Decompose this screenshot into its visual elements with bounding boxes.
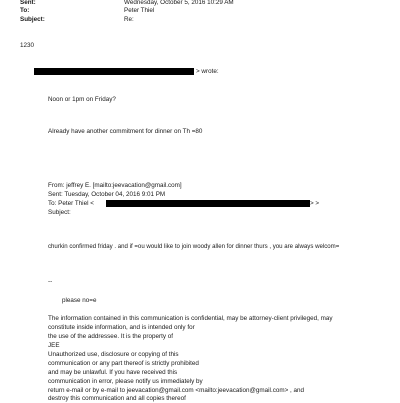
forward-to-suffix: > > — [310, 200, 320, 207]
please-note-line: please no=e — [62, 297, 97, 304]
subject-value: Re: — [124, 16, 134, 23]
to-label: To: — [20, 7, 30, 14]
disclaimer-line: and may be unlawful. If you have received this — [48, 369, 178, 376]
disclaimer-line: return e-mail or by e-mail to jeevacation@gmail.com <mailto:jeevacation@gmail.com> , and — [48, 387, 305, 394]
line-noon: Noon or 1pm on Friday? — [48, 96, 116, 103]
sent-value: Wednesday, October 5, 2016 10:29 AM — [124, 0, 234, 6]
forward-from: From: jeffrey E. [mailto:jeevacation@gmail.com] — [48, 182, 182, 189]
disclaimer-line: communication in error, please notify us immediately by — [48, 378, 203, 385]
disclaimer-line: the use of the addressee. It is the property of — [48, 333, 173, 340]
forward-subject: Subject: — [48, 209, 71, 216]
redaction-bar-sender — [34, 68, 194, 75]
disclaimer-line: communication or any part thereof is strictly prohibited — [48, 360, 199, 367]
churkin-line: churkin confirmed friday . and if =ou would like to join woody allen for dinner thurs , you are always welcom= — [48, 243, 340, 250]
separator-dashes: -- — [48, 278, 53, 285]
disclaimer-line: destroy this communication and all copies thereof — [48, 395, 186, 402]
disclaimer-line: constitute inside information, and is intended only for — [48, 324, 195, 331]
message-number: 1230 — [20, 42, 35, 49]
to-value: Peter Thiel — [124, 7, 155, 14]
wrote-suffix: > wrote: — [196, 68, 219, 75]
disclaimer-line: The information contained in this communication is confidential, may be attorney-client privileged, may — [48, 315, 333, 322]
line-commitment: Already have another commitment for dinner on Th =80 — [48, 128, 203, 135]
disclaimer-line: JEE — [48, 342, 60, 349]
forward-sent: Sent: Tuesday, October 04, 2016 9:01 PM — [48, 191, 166, 198]
redaction-bar-recipient — [106, 200, 310, 207]
sent-label: Sent: — [20, 0, 36, 6]
forward-to-prefix: To: Peter Thiel < — [48, 200, 94, 207]
subject-label: Subject: — [20, 16, 45, 23]
disclaimer-line: Unauthorized use, disclosure or copying of this — [48, 351, 179, 358]
